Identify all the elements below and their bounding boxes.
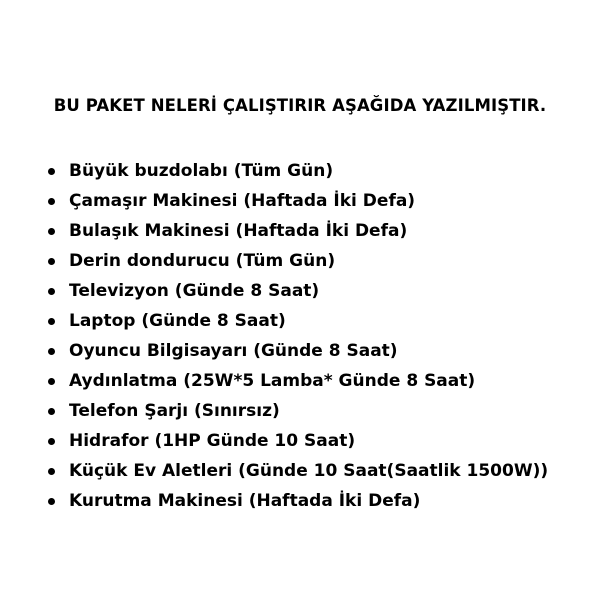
list-item-text: Telefon Şarjı (Sınırsız) — [69, 401, 280, 421]
bullet-icon — [48, 318, 55, 325]
list-item-text: Laptop (Günde 8 Saat) — [69, 311, 286, 331]
list-item-text: Televizyon (Günde 8 Saat) — [69, 281, 320, 301]
bullet-icon — [48, 348, 55, 355]
list-item-text: Küçük Ev Aletleri (Günde 10 Saat(Saatlik 1500W)) — [69, 461, 549, 481]
list-item-text: Derin dondurucu (Tüm Gün) — [69, 251, 336, 271]
bullet-icon — [48, 438, 55, 445]
bullet-icon — [48, 498, 55, 505]
bullet-icon — [48, 258, 55, 265]
bullet-icon — [48, 168, 55, 175]
list-item-text: Kurutma Makinesi (Haftada İki Defa) — [69, 491, 421, 511]
list-item-text: Hidrafor (1HP Günde 10 Saat) — [69, 431, 356, 451]
bullet-icon — [48, 288, 55, 295]
list-item-text: Aydınlatma (25W*5 Lamba* Günde 8 Saat) — [69, 371, 476, 391]
list-item-text: Oyuncu Bilgisayarı (Günde 8 Saat) — [69, 341, 398, 361]
list-item-text: Bulaşık Makinesi (Haftada İki Defa) — [69, 221, 408, 241]
bullet-icon — [48, 468, 55, 475]
list-item-text: Büyük buzdolabı (Tüm Gün) — [69, 161, 334, 181]
bullet-icon — [48, 378, 55, 385]
list-item-text: Çamaşır Makinesi (Haftada İki Defa) — [69, 191, 416, 211]
page-heading: BU PAKET NELERİ ÇALIŞTIRIR AŞAĞIDA YAZILMIŞTIR. — [53, 96, 547, 115]
bullet-icon — [48, 228, 55, 235]
bullet-icon — [48, 198, 55, 205]
bullet-icon — [48, 408, 55, 415]
